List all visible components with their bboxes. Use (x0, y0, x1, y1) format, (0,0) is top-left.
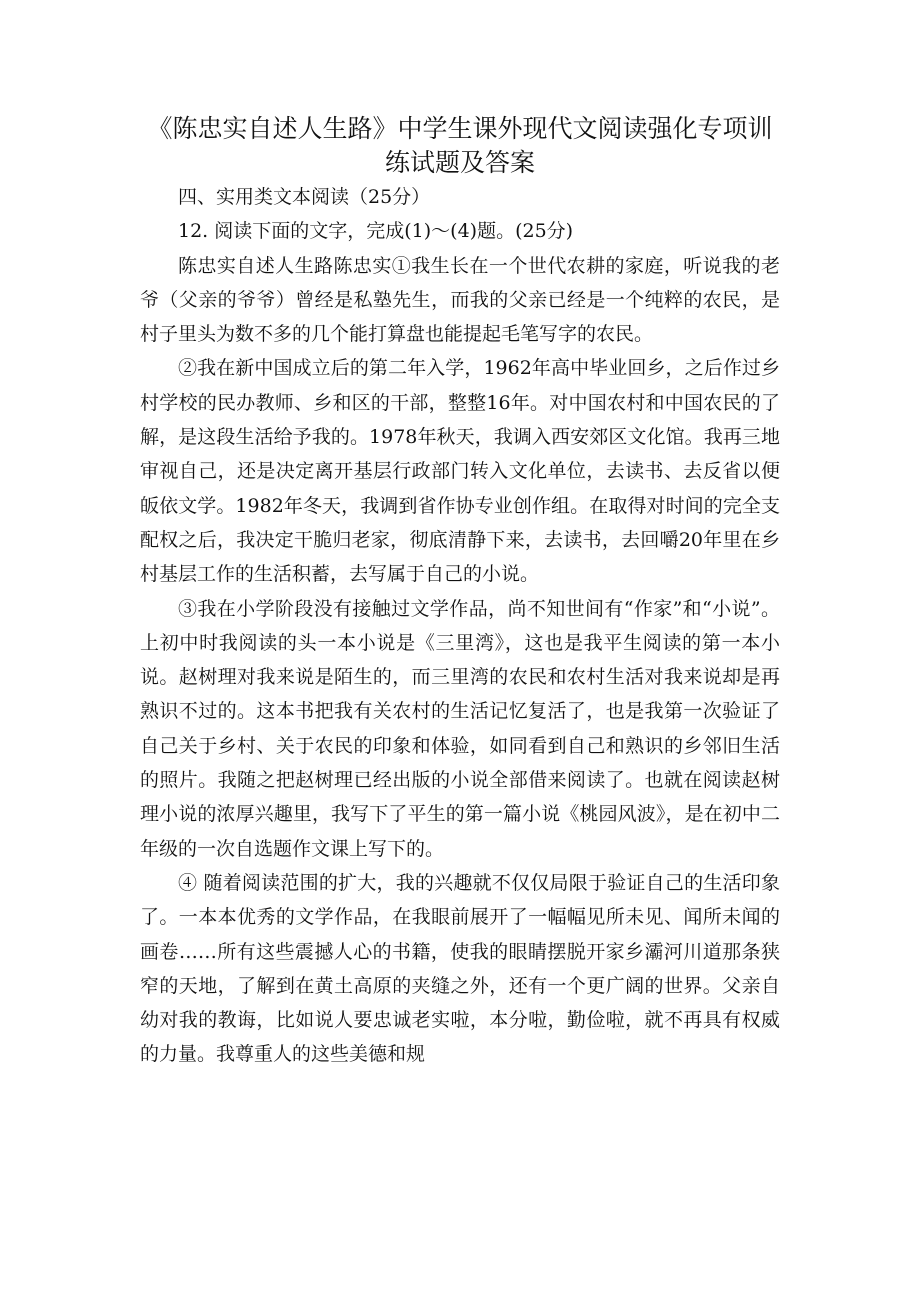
paragraph-3: ③我在小学阶段没有接触过文学作品，尚不知世间有“作家”和“小说”。上初中时我阅读的头一本小说是《三里湾》，这也是我平生阅读的第一本小说。赵树理对我来说是陌生的，而三里湾的农民和农村生活对我来说却是再熟识不过的。这本书把我有关农村的生活记忆复活了，也是我第一次验证了自己关于乡村、关于农民的印象和体验，如同看到自己和熟识的乡邻旧生活的照片。我随之把赵树理已经出版的小说全部借来阅读了。也就在阅读赵树理小说的浓厚兴趣里，我写下了平生的第一篇小说《桃园风波》，是在初中二年级的一次自选题作文课上写下的。 (140, 597, 780, 860)
paragraph-2: ②我在新中国成立后的第二年入学，1962年高中毕业回乡，之后作过乡村学校的民办教师、乡和区的干部，整整16年。对中国农村和中国农民的了解，是这段生活给予我的。1978年秋天，我调入西安郊区文化馆。我再三地审视自己，还是决定离开基层行政部门转入文化单位，去读书、去反省以便皈依文学。1982年冬天，我调到省作协专业创作组。在取得对时间的完全支配权之后，我决定干脆归老家，彻底清静下来，去读书，去回嚼20年里在乡村基层工作的生活积蓄，去写属于自己的小说。 (140, 357, 780, 586)
section-heading: 四、实用类文本阅读（25分） (178, 186, 431, 208)
document-title: 《陈忠实自述人生路》中学生课外现代文阅读强化专项训练试题及答案 (147, 114, 773, 177)
paragraph-1: 陈忠实自述人生路陈忠实①我生长在一个世代农耕的家庭，听说我的老爷（父亲的爷爷）曾经是私塾先生，而我的父亲已经是一个纯粹的农民，是村子里头为数不多的几个能打算盘也能提起毛笔写字的农民。 (140, 254, 780, 346)
question-prompt: 12. 阅读下面的文字，完成(1)～(4)题。(25分) (178, 220, 574, 243)
paragraph-4: ④ 随着阅读范围的扩大，我的兴趣就不仅仅局限于验证自己的生活印象了。一本本优秀的文学作品，在我眼前展开了一幅幅见所未见、闻所未闻的画卷……所有这些震撼人心的书籍，使我的眼睛摆脱开家乡灞河川道那条狭窄的天地，了解到在黄土高原的夹缝之外，还有一个更广阔的世界。父亲自幼对我的教诲，比如说人要忠诚老实啦，本分啦，勤俭啦，就不再具有权威的力量。我尊重人的这些美德和规 (140, 871, 780, 1066)
document-body (140, 180, 780, 1072)
